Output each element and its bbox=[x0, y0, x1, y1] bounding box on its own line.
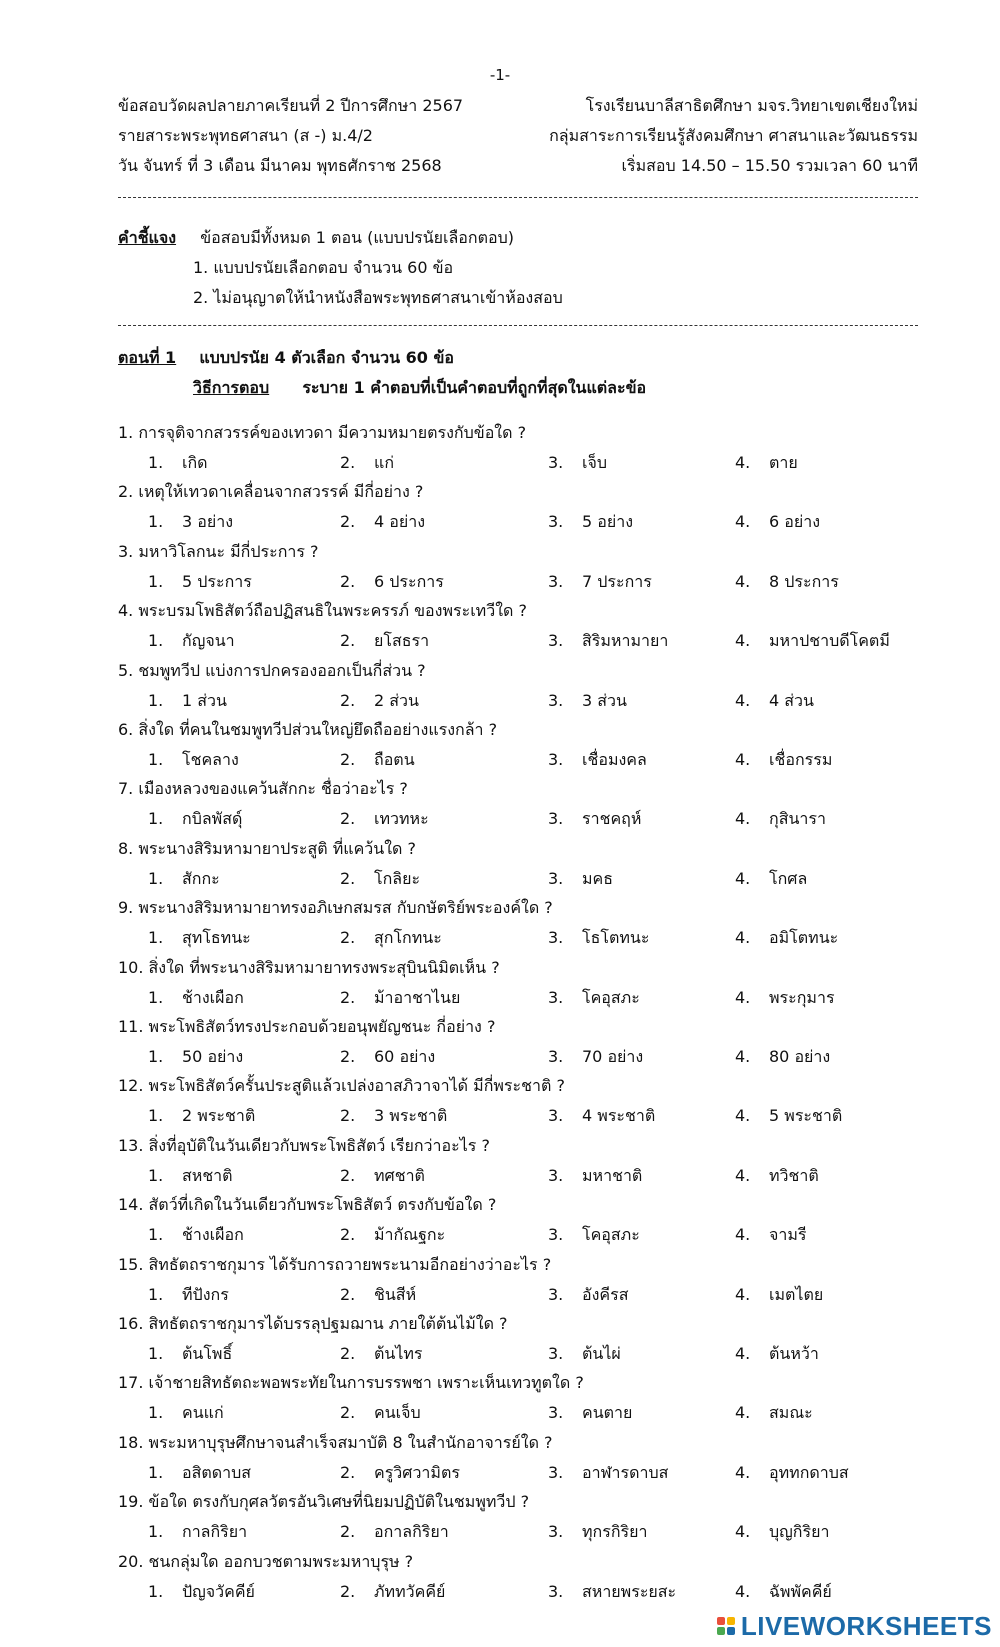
option-text: ราชคฤห์ bbox=[582, 809, 642, 829]
subject-class: รายสาระพระพุทธศาสนา (ส -) ม.4/2 bbox=[118, 126, 373, 145]
option-text: สุทโธทนะ bbox=[182, 928, 251, 948]
option-text: ปัญจวัคคีย์ bbox=[182, 1581, 255, 1601]
option-text: 60 อย่าง bbox=[374, 1047, 436, 1066]
question-text: 15. สิทธัตถราชกุมาร ได้รับการถวายพระนามอีกอย่างว่าอะไร ? bbox=[118, 1254, 552, 1274]
option-text: บุญกิริยา bbox=[769, 1522, 830, 1542]
option-text: 8 ประการ bbox=[769, 571, 839, 591]
part-heading bbox=[118, 346, 454, 371]
answer-option[interactable] bbox=[548, 1223, 640, 1248]
answer-option[interactable] bbox=[735, 1223, 807, 1248]
option-number: 1. bbox=[148, 1462, 164, 1482]
option-text: เจ็บ bbox=[582, 453, 607, 472]
option-text: สมณะ bbox=[769, 1403, 813, 1423]
option-text: ฉัพพัคคีย์ bbox=[769, 1581, 832, 1601]
option-number: 4. bbox=[735, 690, 751, 710]
answer-option[interactable] bbox=[148, 1223, 244, 1248]
option-text: กบิลพัสดุ์ bbox=[182, 809, 243, 829]
option-number: 2. bbox=[340, 453, 356, 472]
option-text: ทวิชาติ bbox=[769, 1165, 819, 1185]
method-text: ระบาย 1 คำตอบที่เป็นคำตอบที่ถูกที่สุดในแต่ละข้อ bbox=[302, 378, 647, 397]
option-number: 4. bbox=[735, 1344, 751, 1363]
option-text: ทุกรกิริยา bbox=[582, 1522, 648, 1542]
option-text: เทวทหะ bbox=[374, 809, 429, 829]
answer-option[interactable] bbox=[548, 1580, 676, 1605]
answer-option[interactable] bbox=[735, 451, 798, 476]
answer-option[interactable] bbox=[148, 926, 251, 951]
option-number: 3. bbox=[548, 928, 564, 948]
answer-option[interactable] bbox=[548, 1164, 642, 1189]
question-text: 16. สิทธัตถราชกุมารได้บรรลุปฐมฌาน ภายใต้ต้นไม้ใด ? bbox=[118, 1314, 508, 1333]
answer-option[interactable] bbox=[148, 1045, 243, 1070]
option-text: ครูวิศวามิตร bbox=[374, 1462, 460, 1482]
option-text: แก่ bbox=[374, 453, 394, 472]
answer-option[interactable] bbox=[735, 867, 807, 892]
option-number: 3. bbox=[548, 1225, 564, 1245]
answer-option[interactable] bbox=[148, 1342, 232, 1367]
option-text: เกิด bbox=[182, 453, 208, 472]
answer-option[interactable] bbox=[340, 570, 444, 595]
answer-option[interactable] bbox=[148, 1164, 233, 1189]
question-text: 20. ชนกลุ่มใด ออกบวชตามพระมหาบุรุษ ? bbox=[118, 1551, 414, 1571]
answer-option[interactable] bbox=[340, 1223, 445, 1248]
option-text: ช้างเผือก bbox=[182, 987, 244, 1007]
option-number: 4. bbox=[735, 1581, 751, 1601]
option-text: ทีปังกร bbox=[182, 1284, 229, 1304]
option-text: 4 ส่วน bbox=[769, 690, 814, 710]
option-text: โกลิยะ bbox=[374, 868, 421, 888]
option-number: 2. bbox=[340, 750, 356, 769]
option-text: 3 พระชาติ bbox=[374, 1106, 448, 1126]
instruction-item-2: 2. ไม่อนุญาตให้นำหนังสือพระพุทธศาสนาเข้าห้องสอบ bbox=[193, 288, 563, 307]
option-text: ต้นโพธิ์ bbox=[182, 1344, 233, 1363]
option-number: 3. bbox=[548, 631, 564, 651]
option-text: ต้นไทร bbox=[374, 1344, 423, 1363]
answer-option[interactable] bbox=[548, 1342, 621, 1367]
answer-option[interactable] bbox=[340, 807, 429, 832]
question-text: 7. เมืองหลวงของแคว้นสักกะ ชื่อว่าอะไร ? bbox=[118, 779, 408, 799]
option-text: ม้าอาชาไนย bbox=[374, 987, 461, 1007]
answer-option[interactable] bbox=[340, 1401, 421, 1426]
option-number: 2. bbox=[340, 868, 356, 888]
option-text: อาฬารดาบส bbox=[582, 1462, 669, 1482]
option-text: โคอุสภะ bbox=[582, 1225, 640, 1245]
option-number: 1. bbox=[148, 750, 164, 769]
answer-option[interactable] bbox=[735, 986, 835, 1011]
answer-option[interactable] bbox=[148, 1104, 255, 1129]
answer-option[interactable] bbox=[340, 451, 394, 476]
answer-option[interactable] bbox=[148, 510, 233, 535]
option-text: 5 อย่าง bbox=[582, 512, 634, 532]
option-number: 1. bbox=[148, 809, 164, 829]
option-text: 5 พระชาติ bbox=[769, 1106, 843, 1126]
option-number: 2. bbox=[340, 1047, 356, 1066]
answer-option[interactable] bbox=[735, 1104, 842, 1129]
option-number: 4. bbox=[735, 1284, 751, 1304]
answer-option[interactable] bbox=[735, 510, 820, 535]
answer-option[interactable] bbox=[548, 1461, 668, 1486]
option-text: มหาชาติ bbox=[582, 1165, 643, 1185]
option-text: ชินสีห์ bbox=[374, 1284, 417, 1304]
option-number: 3. bbox=[548, 1403, 564, 1423]
option-number: 3. bbox=[548, 750, 564, 769]
logo-tile bbox=[717, 1617, 725, 1625]
option-number: 4. bbox=[735, 1225, 751, 1245]
option-text: ตาย bbox=[769, 453, 798, 472]
question-text: 12. พระโพธิสัตว์ครั้นประสูติแล้วเปล่งอาสภิวาจาได้ มีกี่พระชาติ ? bbox=[118, 1076, 565, 1096]
logo-text: LIVEWORKSHEETS bbox=[740, 1610, 992, 1641]
answer-option[interactable] bbox=[548, 1045, 643, 1070]
option-number: 4. bbox=[735, 868, 751, 888]
answer-option[interactable] bbox=[148, 451, 208, 476]
option-number: 4. bbox=[735, 750, 751, 769]
option-text: โกศล bbox=[769, 868, 808, 888]
divider bbox=[118, 325, 918, 326]
option-text: ช้างเผือก bbox=[182, 1225, 244, 1245]
option-number: 1. bbox=[148, 1403, 164, 1423]
header-row-1 bbox=[118, 94, 918, 116]
option-text: อุททกดาบส bbox=[769, 1462, 849, 1482]
answer-option[interactable] bbox=[548, 510, 633, 535]
option-number: 2. bbox=[340, 631, 356, 651]
option-text: 3 อย่าง bbox=[182, 512, 234, 532]
option-text: ทศชาติ bbox=[374, 1165, 425, 1185]
option-text: กุสินารา bbox=[769, 809, 826, 829]
answer-option[interactable] bbox=[735, 1461, 849, 1486]
option-text: โคอุสภะ bbox=[582, 987, 640, 1007]
option-number: 4. bbox=[735, 809, 751, 829]
question-text: 11. พระโพธิสัตว์ทรงประกอบด้วยอนุพยัญชนะ กี่อย่าง ? bbox=[118, 1017, 496, 1036]
option-number: 2. bbox=[340, 1403, 356, 1423]
option-number: 2. bbox=[340, 1344, 356, 1363]
option-text: 6 ประการ bbox=[374, 571, 444, 591]
instruction-item-1: 1. แบบปรนัยเลือกตอบ จำนวน 60 ข้อ bbox=[193, 258, 454, 277]
option-text: มคธ bbox=[582, 868, 614, 888]
answer-option[interactable] bbox=[735, 807, 826, 832]
page-number: -1- bbox=[489, 66, 511, 84]
option-number: 3. bbox=[548, 1284, 564, 1304]
question-text: 19. ข้อใด ตรงกับกุศลวัตรอันวิเศษที่นิยมปฏิบัติในชมพูทวีป ? bbox=[118, 1492, 530, 1512]
option-number: 1. bbox=[148, 1106, 164, 1126]
option-text: 80 อย่าง bbox=[769, 1047, 831, 1066]
question-text: 13. สิ่งที่อุบัติในวันเดียวกับพระโพธิสัตว์ เรียกว่าอะไร ? bbox=[118, 1135, 490, 1155]
option-text: เชื่อกรรม bbox=[769, 750, 833, 769]
answer-option[interactable] bbox=[735, 748, 832, 773]
answer-option[interactable] bbox=[148, 570, 252, 595]
option-number: 4. bbox=[735, 1403, 751, 1423]
answer-option[interactable] bbox=[548, 1520, 647, 1545]
answer-option[interactable] bbox=[735, 570, 839, 595]
option-text: สุกโกทนะ bbox=[374, 928, 442, 948]
option-text: ต้นหว้า bbox=[769, 1344, 819, 1363]
exam-time: เริ่มสอบ 14.50 – 15.50 รวมเวลา 60 นาที bbox=[621, 156, 918, 175]
question-text: 17. เจ้าชายสิทธัตถะพอพระทัยในการบรรพชา เพราะเห็นเทวทูตใด ? bbox=[118, 1373, 584, 1393]
answer-option[interactable] bbox=[735, 926, 838, 951]
option-number: 4. bbox=[735, 1047, 751, 1066]
school-name: โรงเรียนบาลีสาธิตศึกษา มจร.วิทยาเขตเชียงใหม่ bbox=[585, 96, 918, 115]
option-number: 4. bbox=[735, 1522, 751, 1542]
option-number: 3. bbox=[548, 512, 564, 532]
answer-option[interactable] bbox=[735, 629, 890, 654]
question-text: 8. พระนางสิริมหามายาประสูติ ที่แคว้นใด ? bbox=[118, 838, 416, 858]
option-text: คนเจ็บ bbox=[374, 1403, 421, 1423]
option-number: 2. bbox=[340, 1581, 356, 1601]
option-number: 4. bbox=[735, 987, 751, 1007]
question-text: 5. ชมพูทวีป แบ่งการปกครองออกเป็นกี่ส่วน ? bbox=[118, 660, 426, 680]
option-number: 1. bbox=[148, 1284, 164, 1304]
option-text: 70 อย่าง bbox=[582, 1047, 644, 1066]
question-text: 6. สิ่งใด ที่คนในชมพูทวีปส่วนใหญ่ยึดถืออย่างแรงกล้า ? bbox=[118, 720, 498, 739]
liveworksheets-logo bbox=[717, 1611, 992, 1641]
option-text: จามรี bbox=[769, 1225, 807, 1245]
option-number: 4. bbox=[735, 512, 751, 532]
option-number: 1. bbox=[148, 631, 164, 651]
option-text: อมิโตทนะ bbox=[769, 928, 839, 948]
question-text: 10. สิ่งใด ที่พระนางสิริมหามายาทรงพระสุบินนิมิตเห็น ? bbox=[118, 957, 500, 977]
answer-option[interactable] bbox=[340, 1580, 445, 1605]
answer-option[interactable] bbox=[735, 689, 814, 714]
part-title: แบบปรนัย 4 ตัวเลือก จำนวน 60 ข้อ bbox=[199, 348, 454, 367]
option-text: 2 พระชาติ bbox=[182, 1106, 256, 1126]
option-text: อกาลกิริยา bbox=[374, 1522, 449, 1542]
answer-option[interactable] bbox=[148, 867, 220, 892]
option-text: 50 อย่าง bbox=[182, 1047, 244, 1066]
option-number: 3. bbox=[548, 987, 564, 1007]
instructions-text: ข้อสอบมีทั้งหมด 1 ตอน (แบบปรนัยเลือกตอบ) bbox=[200, 228, 514, 247]
option-number: 1. bbox=[148, 987, 164, 1007]
option-text: 3 ส่วน bbox=[582, 690, 627, 710]
option-text: โธโตทนะ bbox=[582, 928, 650, 948]
option-text: คนตาย bbox=[582, 1403, 633, 1423]
answer-option[interactable] bbox=[340, 986, 460, 1011]
option-text: 1 ส่วน bbox=[182, 690, 227, 710]
question-text: 14. สัตว์ที่เกิดในวันเดียวกับพระโพธิสัตว์ ตรงกับข้อใด ? bbox=[118, 1195, 497, 1215]
answer-option[interactable] bbox=[148, 689, 227, 714]
logo-tile bbox=[717, 1627, 725, 1635]
option-text: สักกะ bbox=[182, 868, 220, 888]
logo-icon bbox=[717, 1617, 735, 1635]
method-label: วิธีการตอบ bbox=[193, 378, 270, 397]
answer-option[interactable] bbox=[735, 1045, 830, 1070]
option-number: 1. bbox=[148, 1165, 164, 1185]
answer-option[interactable] bbox=[148, 629, 235, 654]
option-number: 4. bbox=[735, 1106, 751, 1126]
option-number: 3. bbox=[548, 868, 564, 888]
question-text: 1. การจุติจากสวรรค์ของเทวดา มีความหมายตรงกับข้อใด ? bbox=[118, 423, 527, 442]
answer-option[interactable] bbox=[548, 926, 649, 951]
header-row-2 bbox=[118, 124, 918, 146]
option-number: 4. bbox=[735, 1462, 751, 1482]
answer-option[interactable] bbox=[148, 1401, 224, 1426]
option-number: 1. bbox=[148, 1047, 164, 1066]
option-number: 3. bbox=[548, 1522, 564, 1542]
option-text: กัญจนา bbox=[182, 631, 235, 651]
option-text: 5 ประการ bbox=[182, 571, 252, 591]
part-label: ตอนที่ 1 bbox=[118, 348, 177, 367]
option-number: 1. bbox=[148, 1581, 164, 1601]
answer-option[interactable] bbox=[148, 1461, 251, 1486]
answer-option[interactable] bbox=[340, 510, 425, 535]
instructions bbox=[118, 226, 514, 251]
answer-option[interactable] bbox=[735, 1283, 823, 1308]
answer-option[interactable] bbox=[735, 1401, 813, 1426]
answer-option[interactable] bbox=[148, 748, 239, 773]
divider bbox=[118, 197, 918, 198]
answer-option[interactable] bbox=[148, 986, 244, 1011]
instructions-label: คำชี้แจง bbox=[118, 228, 177, 247]
option-number: 2. bbox=[340, 1165, 356, 1185]
option-number: 2. bbox=[340, 1522, 356, 1542]
department-name: กลุ่มสาระการเรียนรู้สังคมศึกษา ศาสนาและวัฒนธรรม bbox=[549, 126, 918, 145]
option-number: 1. bbox=[148, 453, 164, 472]
option-number: 3. bbox=[548, 571, 564, 591]
logo-tile bbox=[727, 1617, 735, 1625]
option-text: 2 ส่วน bbox=[374, 690, 419, 710]
option-number: 2. bbox=[340, 690, 356, 710]
option-number: 3. bbox=[548, 1581, 564, 1601]
option-number: 4. bbox=[735, 631, 751, 651]
answer-option[interactable] bbox=[340, 1045, 435, 1070]
answer-option[interactable] bbox=[735, 1164, 819, 1189]
option-number: 2. bbox=[340, 1462, 356, 1482]
question-text: 2. เหตุให้เทวดาเคลื่อนจากสวรรค์ มีกี่อย่าง ? bbox=[118, 482, 424, 502]
option-text: สหชาติ bbox=[182, 1165, 233, 1185]
option-text: อสิตดาบส bbox=[182, 1462, 252, 1482]
exam-title: ข้อสอบวัดผลปลายภาคเรียนที่ 2 ปีการศึกษา 2567 bbox=[118, 96, 464, 115]
answer-option[interactable] bbox=[340, 867, 420, 892]
answer-option[interactable] bbox=[340, 926, 442, 951]
option-text: 6 อย่าง bbox=[769, 512, 821, 532]
option-text: มหาปชาบดีโคตมี bbox=[769, 631, 890, 651]
answer-option[interactable] bbox=[148, 1283, 229, 1308]
option-number: 2. bbox=[340, 928, 356, 948]
option-number: 1. bbox=[148, 868, 164, 888]
answer-option[interactable] bbox=[735, 1342, 819, 1367]
option-text: พระกุมาร bbox=[769, 987, 835, 1007]
option-text: เมตไตย bbox=[769, 1284, 824, 1304]
option-number: 4. bbox=[735, 453, 751, 472]
answer-option[interactable] bbox=[735, 1580, 832, 1605]
answer-option[interactable] bbox=[148, 1520, 247, 1545]
question-text: 4. พระบรมโพธิสัตว์ถือปฏิสนธิในพระครรภ์ ของพระเทวีใด ? bbox=[118, 601, 527, 621]
option-number: 3. bbox=[548, 1462, 564, 1482]
option-number: 3. bbox=[548, 1344, 564, 1363]
option-text: 4 อย่าง bbox=[374, 512, 426, 532]
option-number: 4. bbox=[735, 571, 751, 591]
option-number: 1. bbox=[148, 1522, 164, 1542]
option-text: สหายพระยสะ bbox=[582, 1581, 677, 1601]
option-text: คนแก่ bbox=[182, 1403, 224, 1423]
answer-option[interactable] bbox=[340, 1104, 447, 1129]
option-number: 3. bbox=[548, 1106, 564, 1126]
header-row-3 bbox=[118, 154, 918, 176]
option-number: 2. bbox=[340, 1225, 356, 1245]
option-number: 4. bbox=[735, 928, 751, 948]
answer-option[interactable] bbox=[548, 1104, 655, 1129]
answer-option[interactable] bbox=[340, 748, 415, 773]
option-number: 1. bbox=[148, 928, 164, 948]
answer-option[interactable] bbox=[340, 629, 429, 654]
answer-option[interactable] bbox=[340, 689, 419, 714]
option-text: 7 ประการ bbox=[582, 571, 652, 591]
option-text: ม้ากัณฐกะ bbox=[374, 1225, 446, 1245]
option-text: เชื่อมงคล bbox=[582, 750, 647, 769]
answer-option[interactable] bbox=[548, 1283, 628, 1308]
option-number: 3. bbox=[548, 1165, 564, 1185]
option-number: 1. bbox=[148, 1225, 164, 1245]
option-text: ภัททวัคคีย์ bbox=[374, 1581, 446, 1601]
exam-date: วัน จันทร์ ที่ 3 เดือน มีนาคม พุทธศักราช 2568 bbox=[118, 156, 442, 175]
option-number: 3. bbox=[548, 690, 564, 710]
option-number: 2. bbox=[340, 809, 356, 829]
option-number: 2. bbox=[340, 512, 356, 532]
answer-option[interactable] bbox=[548, 807, 641, 832]
option-text: กาลกิริยา bbox=[182, 1522, 248, 1542]
option-number: 3. bbox=[548, 1047, 564, 1066]
answer-option[interactable] bbox=[548, 570, 652, 595]
question-text: 18. พระมหาบุรุษศึกษาจนสำเร็จสมาบัติ 8 ในสำนักอาจารย์ใด ? bbox=[118, 1432, 553, 1452]
option-text: 4 พระชาติ bbox=[582, 1106, 656, 1126]
option-number: 1. bbox=[148, 571, 164, 591]
option-number: 3. bbox=[548, 453, 564, 472]
option-text: อังคีรส bbox=[582, 1284, 629, 1304]
answer-option[interactable] bbox=[340, 1283, 416, 1308]
option-number: 1. bbox=[148, 690, 164, 710]
answer-option[interactable] bbox=[340, 1342, 423, 1367]
option-number: 1. bbox=[148, 1344, 164, 1363]
answer-option[interactable] bbox=[735, 1520, 829, 1545]
option-number: 4. bbox=[735, 1165, 751, 1185]
question-text: 9. พระนางสิริมหามายาทรงอภิเษกสมรส กับกษัตริย์พระองค์ใด ? bbox=[118, 898, 553, 918]
answer-option[interactable] bbox=[548, 748, 647, 773]
answer-method bbox=[193, 376, 646, 401]
option-text: ยโสธรา bbox=[374, 631, 430, 651]
option-number: 2. bbox=[340, 1106, 356, 1126]
option-text: โชคลาง bbox=[182, 750, 239, 769]
answer-option[interactable] bbox=[340, 1164, 425, 1189]
answer-option[interactable] bbox=[548, 689, 627, 714]
answer-option[interactable] bbox=[548, 629, 668, 654]
option-number: 2. bbox=[340, 571, 356, 591]
option-number: 2. bbox=[340, 1284, 356, 1304]
option-text: สิริมหามายา bbox=[582, 631, 669, 651]
answer-option[interactable] bbox=[148, 807, 242, 832]
answer-option[interactable] bbox=[548, 1401, 632, 1426]
answer-option[interactable] bbox=[548, 867, 613, 892]
option-number: 2. bbox=[340, 987, 356, 1007]
option-number: 3. bbox=[548, 809, 564, 829]
answer-option[interactable] bbox=[340, 1520, 449, 1545]
answer-option[interactable] bbox=[548, 451, 607, 476]
answer-option[interactable] bbox=[548, 986, 640, 1011]
option-text: ถือตน bbox=[374, 750, 415, 769]
option-text: ต้นไผ่ bbox=[582, 1344, 621, 1363]
option-number: 1. bbox=[148, 512, 164, 532]
answer-option[interactable] bbox=[148, 1580, 255, 1605]
question-text: 3. มหาวิโลกนะ มีกี่ประการ ? bbox=[118, 541, 319, 561]
answer-option[interactable] bbox=[340, 1461, 460, 1486]
logo-tile bbox=[727, 1627, 735, 1635]
